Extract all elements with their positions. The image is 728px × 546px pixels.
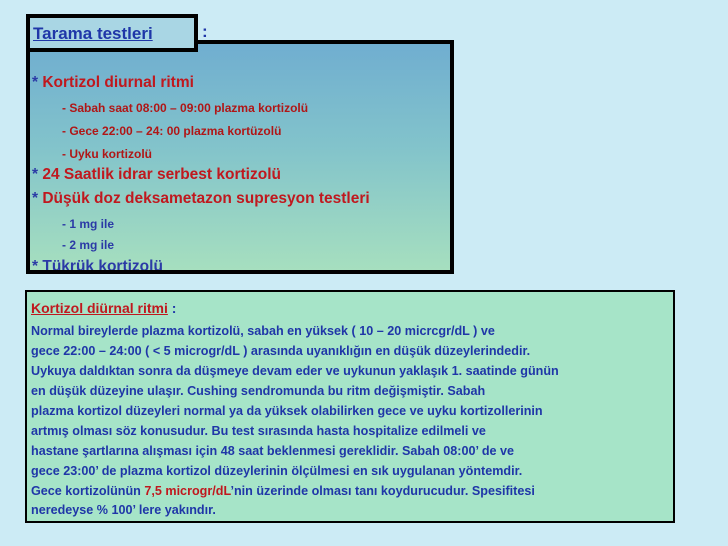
paragraph-line: Uykuya daldıktan sonra da düşmeye devam eder ve uykunun yaklaşık 1. saatinde günün xyxy=(31,364,559,378)
section-heading-colon: : xyxy=(167,300,177,316)
paragraph-line xyxy=(31,484,535,498)
sub-item-2mg: - 2 mg ile xyxy=(62,238,115,252)
threshold-value: 7,5 microgr/dL xyxy=(144,484,231,498)
title-box xyxy=(26,14,198,52)
bullet-star-icon: * xyxy=(32,74,39,91)
list-item-label: Tükrük kortizolü xyxy=(38,258,163,274)
list-item-dexamethasone xyxy=(32,190,370,208)
list-item-label: 24 Saatlik idrar serbest kortizolü xyxy=(38,166,281,183)
bullet-star-icon: * xyxy=(32,190,39,207)
screening-tests-box xyxy=(26,40,454,274)
list-item-label: Kortizol diurnal ritmi xyxy=(38,74,194,91)
paragraph-text: Gece kortizolünün xyxy=(31,484,145,498)
paragraph-line: gece 23:00’ de plazma kortizol düzeylerinin ölçülmesi en sık uygulanan yöntemdir. xyxy=(31,464,523,478)
bullet-star-icon: * xyxy=(32,166,39,183)
list-item-24h-urine xyxy=(32,166,281,184)
sub-item-1mg: - 1 mg ile xyxy=(62,217,115,231)
sub-item-night: - Gece 22:00 – 24: 00 plazma kortüzolü xyxy=(62,124,282,138)
paragraph-line: artmış olması söz konusudur. Bu test sırasında hasta hospitalize edilmeli ve xyxy=(31,424,486,438)
section-heading-text: Kortizol diürnal ritmi xyxy=(31,300,168,316)
sub-item-morning: - Sabah saat 08:00 – 09:00 plazma kortizolü xyxy=(62,101,309,115)
section-heading xyxy=(31,300,176,316)
paragraph-line: Normal bireylerde plazma kortizolü, sabah en yüksek ( 10 – 20 micrcgr/dL ) ve xyxy=(31,324,495,338)
paragraph-line: gece 22:00 – 24:00 ( < 5 microgr/dL ) arasında uyanıklığın en düşük düzeylerindedir. xyxy=(31,344,531,358)
sub-item-sleep: - Uyku kortizolü xyxy=(62,147,153,161)
slide-title: Tarama testleri xyxy=(33,24,153,43)
diurnal-rhythm-box xyxy=(25,290,675,523)
paragraph-line: neredeyse % 100’ lere yakındır. xyxy=(31,503,216,517)
list-item-cortisol-diurnal xyxy=(32,74,194,92)
bullet-star-icon: * xyxy=(32,258,39,274)
paragraph-line: en düşük düzeyine ulaşır. Cushing sendromunda bu ritm değişmiştir. Sabah xyxy=(31,384,486,398)
paragraph-line: hastane şartlarına alışması için 48 saat beklenmesi gereklidir. Sabah 08:00’ de ve xyxy=(31,444,515,458)
title-colon: : xyxy=(202,22,208,41)
paragraph-line: plazma kortizol düzeyleri normal ya da yüksek olabilirken gece ve uyku kortizollerinin xyxy=(31,404,543,418)
list-item-label: Düşük doz deksametazon supresyon testleri xyxy=(38,190,370,207)
list-item-saliva xyxy=(32,258,163,274)
paragraph-text: ’nin üzerinde olması tanı koydurucudur. Spesifitesi xyxy=(230,484,535,498)
